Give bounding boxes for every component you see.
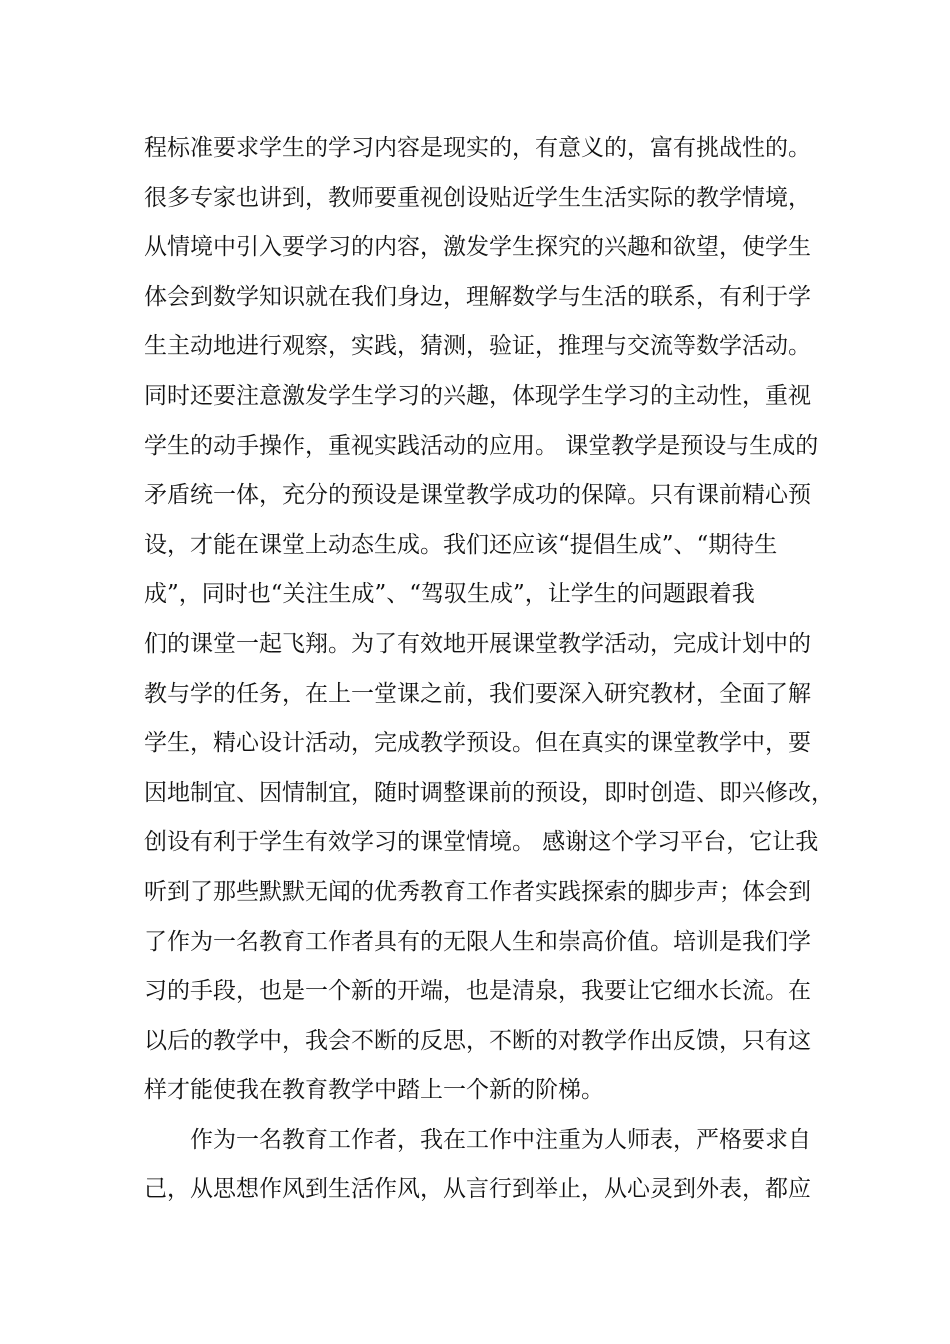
text-line: 学生的动手操作，重视实践活动的应用。 课堂教学是预设与生成的 [144,432,819,459]
body-text [144,130,834,1221]
text-line: 设，才能在课堂上动态生成。我们还应该“提倡生成”、“期待生 [144,531,778,558]
text-line: 从情境中引入要学习的内容，激发学生探究的兴趣和欲望，使学生 [144,234,811,261]
text-line: 以后的教学中，我会不断的反思，不断的对教学作出反馈，只有这 [144,1027,811,1054]
text-line: 创设有利于学生有效学习的课堂情境。 感谢这个学习平台，它让我 [144,829,819,856]
text-line: 样才能使我在教育教学中踏上一个新的阶梯。 [144,1077,604,1104]
text-line: 听到了那些默默无闻的优秀教育工作者实践探索的脚步声；体会到 [144,878,811,905]
text-line: 们的课堂一起飞翔。为了有效地开展课堂教学活动，完成计划中的 [144,630,811,657]
text-line: 生主动地进行观察，实践，猜测，验证，推理与交流等数学活动。 [144,333,811,360]
text-line: 程标准要求学生的学习内容是现实的，有意义的，富有挑战性的。 [144,135,811,161]
text-line: 体会到数学知识就在我们身边，理解数学与生活的联系，有利于学 [144,283,811,310]
paragraph-first-line: 作为一名教育工作者，我在工作中注重为人师表，严格要求自 [190,1126,811,1153]
text-line: 同时还要注意激发学生学习的兴趣，体现学生学习的主动性，重视 [144,382,811,409]
text-line: 很多专家也讲到，教师要重视创设贴近学生生活实际的教学情境， [144,184,811,211]
text-line: 矛盾统一体，充分的预设是课堂教学成功的保障。只有课前精心预 [144,482,811,509]
text-line: 习的手段，也是一个新的开端，也是清泉，我要让它细水长流。在 [144,978,811,1005]
text-line: 了作为一名教育工作者具有的无限人生和崇高价值。培训是我们学 [144,928,811,955]
text-line: 学生，精心设计活动，完成教学预设。但在真实的课堂教学中，要 [144,730,811,757]
text-line: 因地制宜、因情制宜，随时调整课前的预设，即时创造、即兴修改， [144,779,834,806]
text-line: 成”，同时也“关注生成”、“驾驭生成”，让学生的问题跟着我 [144,581,755,608]
text-line: 己，从思想作风到生活作风，从言行到举止，从心灵到外表，都应 [144,1176,811,1203]
text-line: 教与学的任务，在上一堂课之前，我们要深入研究教材，全面了解 [144,680,811,707]
